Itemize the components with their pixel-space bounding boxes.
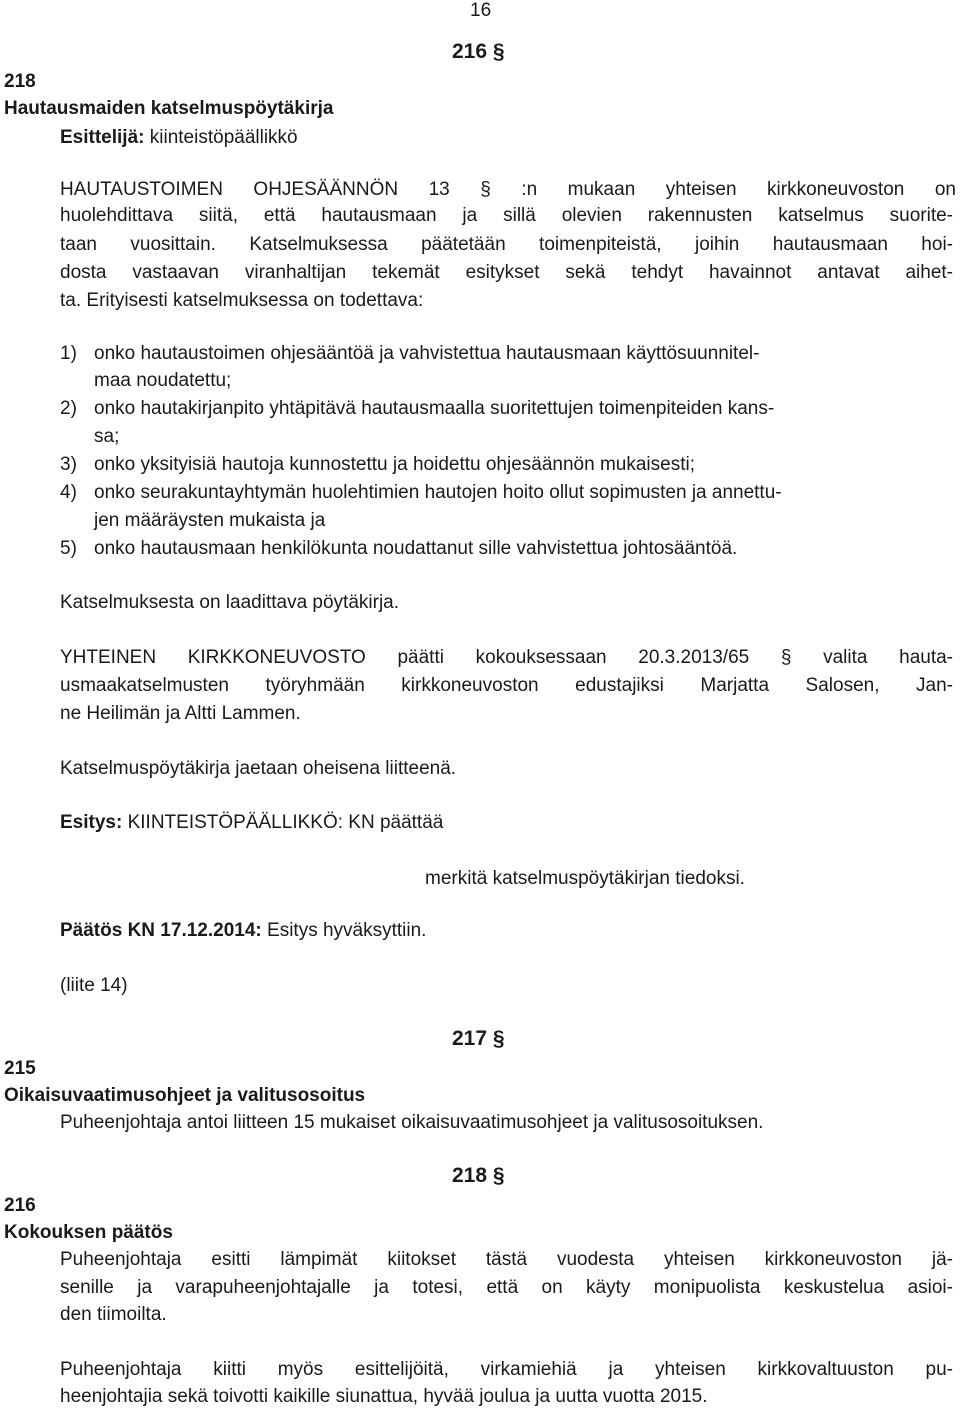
section-number: 217 (452, 1027, 488, 1050)
paragraph-line: YHTEINEN KIRKKONEUVOSTO päätti kokouksessaan 20.3.2013/65 § valita hauta- (60, 647, 953, 668)
agenda-item-title: Hautausmaiden katselmuspöytäkirja (4, 98, 334, 119)
paragraph-attachment: Katselmuspöytäkirja jaetaan oheisena liitteenä. (60, 758, 457, 779)
list-number: 1) (60, 343, 77, 364)
agenda-item-215-heading (4, 1055, 365, 1109)
section-symbol: § (492, 1164, 505, 1187)
list-item-continuation: jen määräysten mukaista ja (94, 510, 326, 531)
list-item (60, 480, 782, 506)
agenda-item-218-heading (4, 68, 333, 122)
list-number: 2) (60, 398, 77, 419)
agenda-item-number: 216 (4, 1195, 36, 1216)
section-heading-218 (452, 1164, 505, 1188)
agenda-item-title: Oikaisuvaatimusohjeet ja valitusosoitus (4, 1085, 366, 1106)
list-item (60, 341, 956, 367)
list-text: onko hautakirjanpito yhtäpitävä hautausmaalla suoritettujen toimenpiteiden kans- (94, 398, 775, 419)
section-number: 216 (452, 40, 488, 63)
list-item (60, 536, 737, 562)
decision-label: Päätös KN 17.12.2014: (60, 920, 262, 941)
agenda-item-number: 218 (4, 71, 36, 92)
list-number: 5) (60, 538, 77, 559)
proposal-label: Esitys: (60, 812, 123, 833)
list-item-continuation: maa noudatettu; (94, 370, 232, 391)
list-text: onko yksityisiä hautoja kunnostettu ja hoidettu ohjesäännön mukaisesti; (94, 454, 695, 475)
presenter-label: Esittelijä: (60, 127, 145, 148)
paragraph-line: Puheenjohtaja kiitti myös esittelijöitä, virkamiehiä ja yhteisen kirkkovaltuuston pu- (60, 1359, 953, 1380)
paragraph-protocol: Katselmuksesta on laadittava pöytäkirja. (60, 592, 400, 613)
paragraph-line: taan vuosittain. Katselmuksessa päätetään toimenpiteistä, joihin hautausmaan hoi- (60, 234, 953, 255)
section-heading-217 (452, 1027, 505, 1051)
section-heading-216 (452, 40, 505, 64)
paragraph-line: heenjohtajia sekä toivotti kaikille siunattua, hyvää joulua ja uutta vuotta 2015. (60, 1386, 708, 1407)
decision-line (60, 918, 426, 944)
agenda-item-216-heading (4, 1192, 173, 1246)
paragraph-line: HAUTAUSTOIMEN OHJESÄÄNNÖN 13 § :n mukaan yhteisen kirkkoneuvoston on (60, 179, 956, 200)
page-number: 16 (470, 0, 492, 21)
paragraph-line: huolehdittava siitä, että hautausmaan ja sillä olevien rakennusten katselmus suorite- (60, 205, 953, 226)
section-symbol: § (492, 1027, 505, 1050)
agenda-item-title: Kokouksen päätös (4, 1222, 173, 1243)
paragraph-line: Puheenjohtaja esitti lämpimät kiitokset tästä vuodesta yhteisen kirkkoneuvoston jä- (60, 1249, 953, 1270)
proposal-text: KIINTEISTÖPÄÄLLIKKÖ: KN päättää (127, 812, 444, 833)
paragraph-line: ne Heilimän ja Altti Lammen. (60, 703, 301, 724)
list-item (60, 396, 774, 422)
agenda-item-number: 215 (4, 1058, 36, 1079)
paragraph-line: senille ja varapuheenjohtajalle ja totesi, että on käyty monipuolista keskustelua asioi- (60, 1277, 953, 1298)
section-symbol: § (492, 40, 505, 63)
list-number: 3) (60, 454, 77, 475)
proposal-line (60, 810, 443, 836)
list-item (60, 452, 695, 478)
presenter-name: kiinteistöpäällikkö (149, 127, 298, 148)
proposal-action: merkitä katselmuspöytäkirjan tiedoksi. (425, 868, 745, 889)
paragraph-line: usmaakatselmusten työryhmään kirkkoneuvoston edustajiksi Marjatta Salosen, Jan- (60, 675, 953, 696)
list-number: 4) (60, 482, 77, 503)
section-number: 218 (452, 1164, 488, 1187)
paragraph-line: ta. Erityisesti katselmuksessa on todettava: (60, 290, 424, 311)
list-text: onko hautaustoimen ohjesääntöä ja vahvistettua hautausmaan käyttösuunnitel- (94, 343, 760, 364)
attachment-reference: (liite 14) (60, 975, 128, 996)
paragraph-line: den tiimoilta. (60, 1304, 167, 1325)
presenter-line (60, 124, 298, 151)
list-text: onko seurakuntayhtymän huolehtimien hautojen hoito ollut sopimusten ja annettu- (94, 482, 782, 503)
paragraph-line: dosta vastaavan viranhaltijan tekemät esitykset sekä tehdyt havainnot antavat aihet- (60, 262, 953, 283)
decision-text: Esitys hyväksyttiin. (267, 920, 427, 941)
list-item-continuation: sa; (94, 426, 120, 447)
agenda-item-215-text: Puheenjohtaja antoi liitteen 15 mukaiset oikaisuvaatimusohjeet ja valitusosoituksen. (60, 1112, 764, 1133)
list-text: onko hautausmaan henkilökunta noudattanut sille vahvistettua johtosääntöä. (94, 538, 738, 559)
